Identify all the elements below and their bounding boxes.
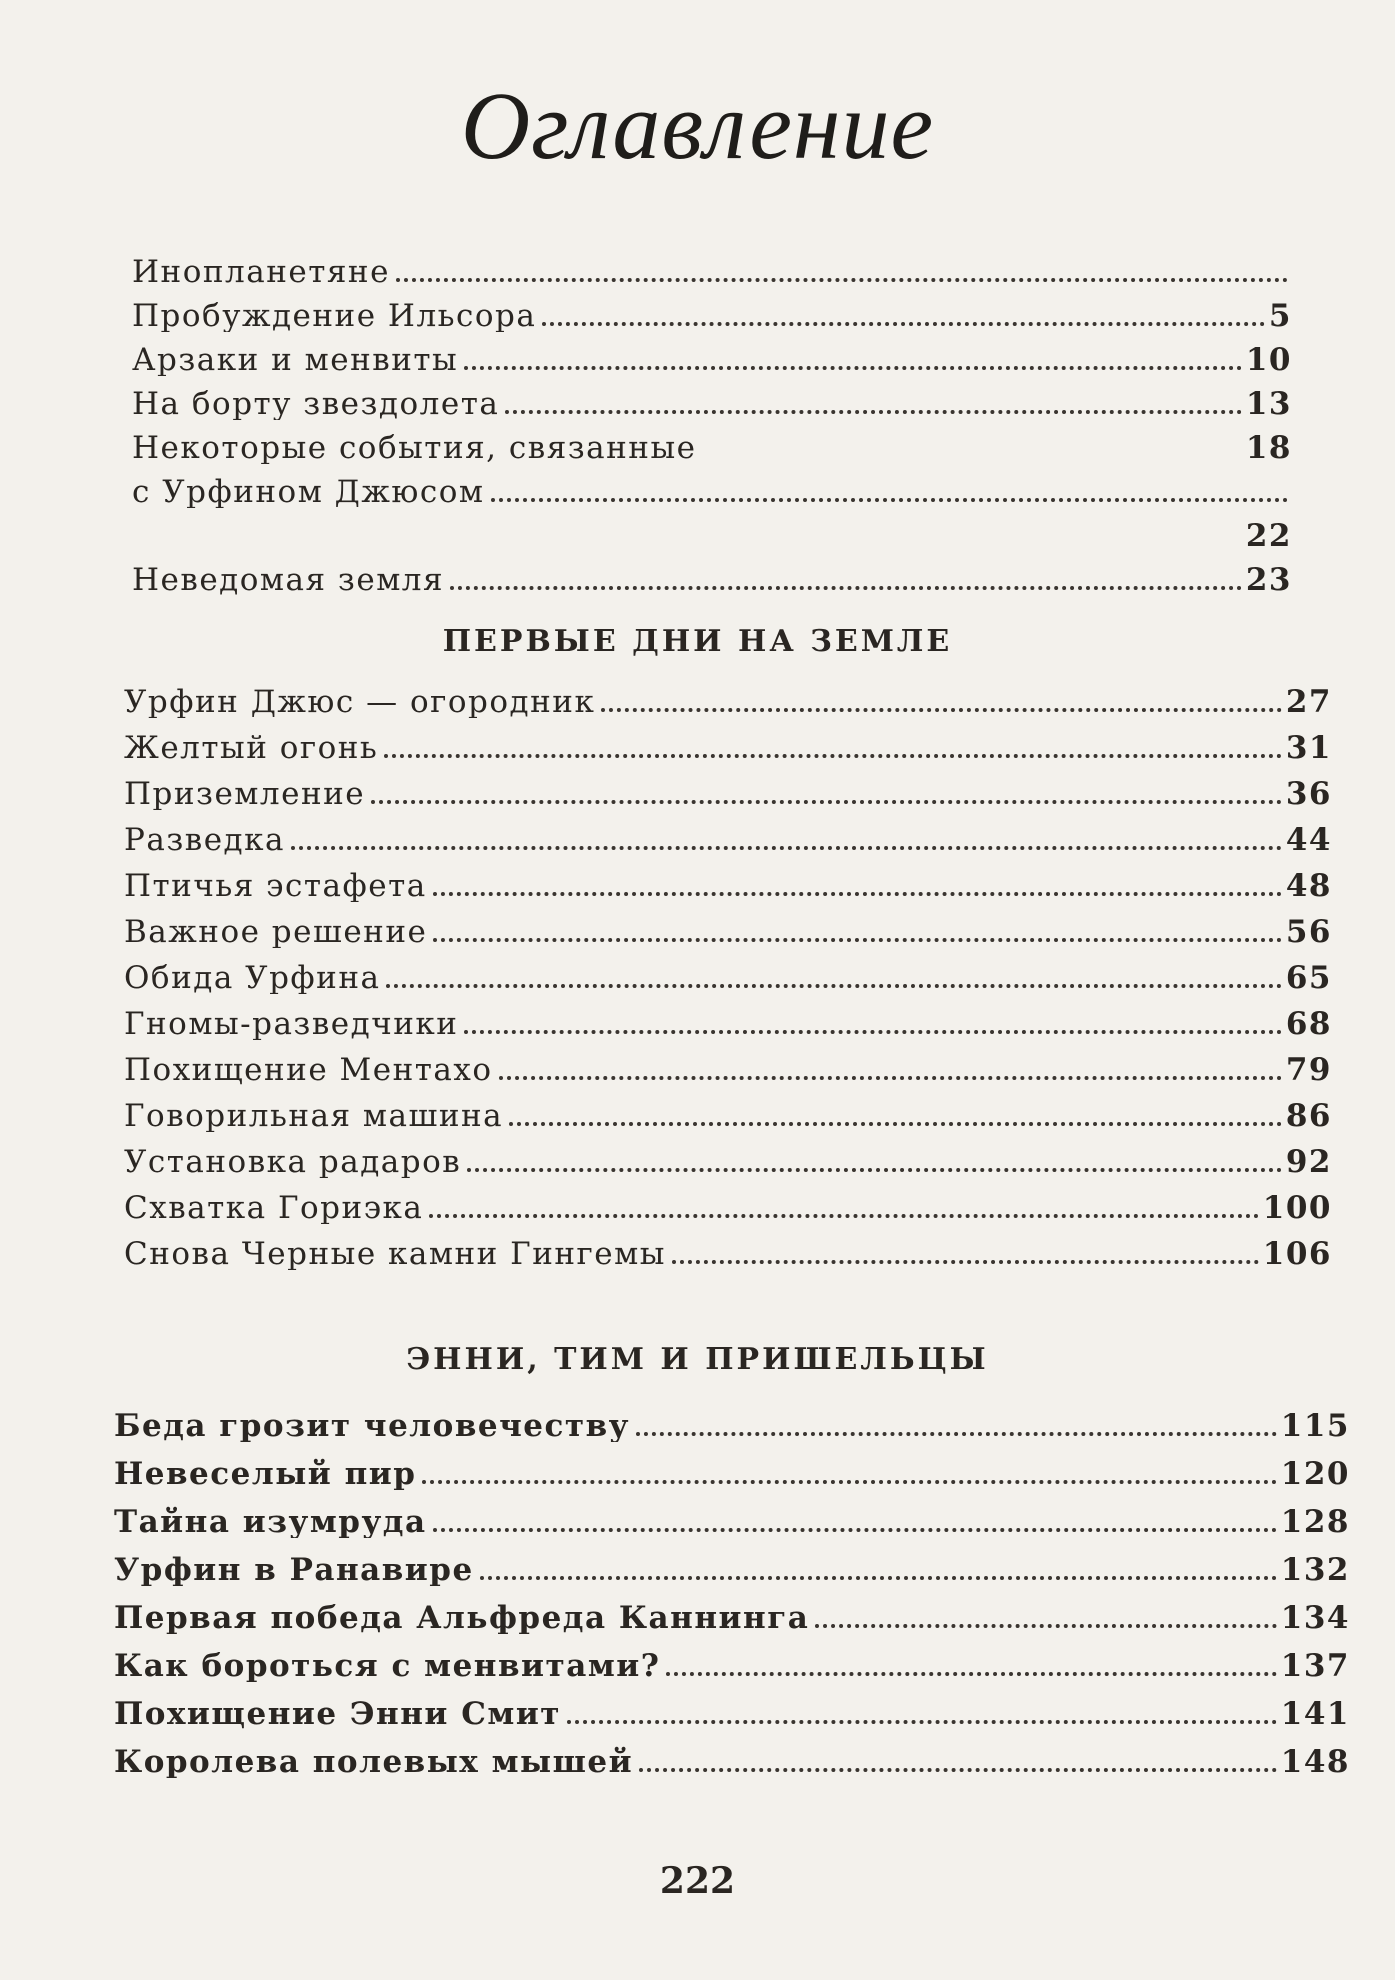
leader-dots — [386, 976, 1281, 988]
leader-dots — [601, 700, 1282, 712]
toc-entry-title: Беда грозит человечеству — [114, 1408, 630, 1442]
toc-entry — [114, 1538, 1350, 1586]
toc-entry — [132, 552, 1292, 596]
toc-entry — [124, 810, 1332, 856]
leader-dots — [422, 1472, 1276, 1484]
toc-entry — [114, 1586, 1350, 1634]
leader-dots — [433, 1520, 1277, 1532]
toc-entry-title: с Урфином Джюсом — [132, 474, 485, 508]
toc-entry-page: 115 — [1280, 1408, 1350, 1442]
toc-entry-title: Установка радаров — [124, 1144, 462, 1178]
leader-dots — [567, 1712, 1277, 1724]
toc-entry — [132, 508, 1292, 552]
toc-entry — [124, 994, 1332, 1040]
toc-entry-title: Схватка Гориэка — [124, 1190, 424, 1224]
toc-entry-title: Невеселый пир — [114, 1456, 417, 1490]
leader-dots — [396, 270, 1288, 282]
toc-entry — [114, 1634, 1350, 1682]
toc-entry — [132, 288, 1292, 332]
toc-entry-page: 10 — [1245, 342, 1292, 376]
toc-entry-title: Первая победа Альфреда Каннинга — [114, 1600, 810, 1634]
toc-entry-page: 86 — [1285, 1098, 1332, 1132]
leader-dots — [450, 578, 1242, 590]
toc-entry-page: 148 — [1280, 1744, 1350, 1778]
toc-entry — [132, 332, 1292, 376]
toc-entry — [132, 376, 1292, 420]
toc-entry-page: 134 — [1280, 1600, 1350, 1634]
toc-entry — [132, 420, 1292, 464]
toc-entry-page: 13 — [1245, 386, 1292, 420]
leader-dots — [815, 1616, 1277, 1628]
toc-entry — [132, 244, 1292, 288]
toc-entry-page: 18 — [1245, 430, 1292, 464]
toc-entry-title: Урфин в Ранавире — [114, 1552, 474, 1586]
leader-dots — [464, 1022, 1281, 1034]
toc-entry-title: Тайна изумруда — [114, 1504, 427, 1538]
toc-entry-title: Инопланетяне — [132, 254, 390, 288]
toc-entry-title: Разведка — [124, 822, 285, 856]
leader-dots — [505, 402, 1242, 414]
toc-entry-title: Как бороться с менвитами? — [114, 1648, 661, 1682]
toc-entry — [114, 1442, 1350, 1490]
leader-dots — [384, 746, 1282, 758]
toc-section-2 — [114, 1394, 1350, 1778]
toc-entry-title: Приземление — [124, 776, 366, 810]
toc-entry-page: 22 — [1245, 518, 1292, 552]
leader-dots — [509, 1114, 1282, 1126]
section-heading: ЭННИ, ТИМ И ПРИШЕЛЬЦЫ — [406, 1342, 989, 1377]
toc-entry-page: 141 — [1280, 1696, 1350, 1730]
toc-entry-title: Арзаки и менвиты — [132, 342, 459, 376]
toc-entry — [124, 672, 1332, 718]
leader-dots — [291, 838, 1282, 850]
toc-entry — [124, 718, 1332, 764]
toc-entry-page: 27 — [1285, 684, 1332, 718]
toc-entry-page: 31 — [1285, 730, 1332, 764]
leader-dots — [429, 1206, 1258, 1218]
toc-entry — [124, 948, 1332, 994]
toc-entry-page: 65 — [1285, 960, 1332, 994]
toc-entry-title: Пробуждение Ильсора — [132, 298, 537, 332]
leader-dots — [639, 1760, 1277, 1772]
toc-entry — [124, 1040, 1332, 1086]
leader-dots — [666, 1664, 1276, 1676]
toc-entry — [114, 1394, 1350, 1442]
leader-dots — [672, 1252, 1259, 1264]
leader-dots — [636, 1424, 1277, 1436]
toc-entry-title: Некоторые события, связанные — [132, 430, 697, 464]
toc-entry-page: 5 — [1268, 298, 1292, 332]
toc-entry-title: Говорильная машина — [124, 1098, 504, 1132]
leader-dots — [542, 314, 1265, 326]
toc-entry-title: Снова Черные камни Гингемы — [124, 1236, 666, 1270]
toc-entry — [124, 1224, 1332, 1270]
toc-entry-page: 68 — [1285, 1006, 1332, 1040]
toc-entry — [124, 856, 1332, 902]
leader-dots — [467, 1160, 1282, 1172]
toc-entry — [132, 464, 1292, 508]
toc-entry-title: Обида Урфина — [124, 960, 381, 994]
toc-entry-title: Желтый огонь — [124, 730, 379, 764]
toc-intro — [132, 244, 1292, 596]
leader-dots — [499, 1068, 1282, 1080]
toc-entry-page: 48 — [1285, 868, 1332, 902]
toc-entry-title: Важное решение — [124, 914, 428, 948]
toc-entry-title: Гномы-разведчики — [124, 1006, 459, 1040]
page-title: Оглавление — [460, 72, 935, 179]
toc-entry-page: 100 — [1262, 1190, 1332, 1224]
toc-entry-page: 106 — [1262, 1236, 1332, 1270]
toc-entry — [124, 1086, 1332, 1132]
toc-section-1 — [124, 672, 1332, 1270]
toc-entry-page: 132 — [1280, 1552, 1350, 1586]
toc-entry — [124, 1178, 1332, 1224]
leader-dots — [464, 358, 1242, 370]
toc-entry-title: Урфин Джюс — огородник — [124, 684, 596, 718]
toc-entry — [114, 1490, 1350, 1538]
toc-entry-page: 23 — [1245, 562, 1292, 596]
leader-dots — [491, 490, 1288, 502]
toc-entry-title: Птичья эстафета — [124, 868, 427, 902]
toc-entry-title: Похищение Ментахо — [124, 1052, 493, 1086]
toc-entry-title: Похищение Энни Смит — [114, 1696, 562, 1730]
toc-entry-page: 36 — [1285, 776, 1332, 810]
toc-entry-page: 137 — [1280, 1648, 1350, 1682]
toc-entry-page: 92 — [1285, 1144, 1332, 1178]
toc-entry — [124, 1132, 1332, 1178]
leader-dots — [703, 446, 1242, 458]
leader-dots — [433, 930, 1282, 942]
toc-entry-page: 128 — [1280, 1504, 1350, 1538]
toc-entry — [124, 764, 1332, 810]
toc-entry-title: Королева полевых мышей — [114, 1744, 634, 1778]
toc-entry-title: Неведомая земля — [132, 562, 445, 596]
section-heading: ПЕРВЫЕ ДНИ НА ЗЕМЛЕ — [442, 624, 953, 659]
toc-entry — [124, 902, 1332, 948]
leader-dots — [371, 792, 1282, 804]
toc-entry — [114, 1730, 1350, 1778]
page-number: 222 — [659, 1860, 736, 1902]
toc-entry-page: 56 — [1285, 914, 1332, 948]
toc-entry-title: На борту звездолета — [132, 386, 500, 420]
toc-entry-page: 120 — [1280, 1456, 1350, 1490]
toc-entry — [114, 1682, 1350, 1730]
leader-dots — [433, 884, 1282, 896]
toc-entry-page: 79 — [1285, 1052, 1332, 1086]
leader-dots — [480, 1568, 1277, 1580]
toc-entry-page: 44 — [1285, 822, 1332, 856]
leader-dots — [138, 534, 1242, 546]
